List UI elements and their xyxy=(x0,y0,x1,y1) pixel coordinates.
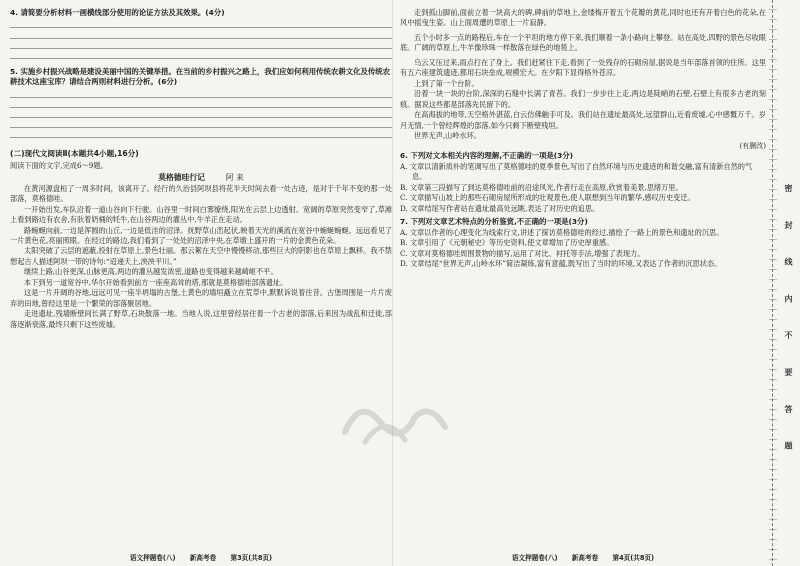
binding-strip xyxy=(772,0,800,566)
paragraph: 走到孤山脚前,面前立着一块高大的碑,碑前的草地上,金缕梅开着五个花瓣的黄花,同时也还有开着白色的花朵,在风中摇曳生姿。山上面周遭的草原上一片寂静。 xyxy=(400,8,766,28)
footer-page-number: 第4页(共8页) xyxy=(612,554,655,562)
paragraph: 本下到另一道宽谷中,华尔开始看到前方一座座高耸的塔,那就是莫格德哇部落遗址。 xyxy=(24,277,288,287)
option-a: A. 文章以作者的心理变化为线索行文,讲述了探访莫格德哇的经过,描绘了一路上的景色和遗址的沉思。 xyxy=(400,227,724,237)
paragraph: 沿着一块一块的台阶,深深的石缝中长满了青苔。我们一步步往上走,两边是陡峭的石壁,石壁上有很多古老的刻痕。据说这些都是部落先民留下的。 xyxy=(400,89,766,109)
footer-edition: 新高考卷 xyxy=(571,554,599,562)
question-6: 6. 下列对文本相关内容的理解,不正确的一项是(3分) xyxy=(400,151,574,161)
essay-title-text: 莫格德哇行记 xyxy=(158,172,205,182)
question-7: 7. 下列对文章艺术特点的分析鉴赏,不正确的一项是(3分) xyxy=(400,217,588,227)
footer-left-page xyxy=(6,552,396,562)
essay-title xyxy=(10,172,392,184)
footer-title: 语文押题卷(八) xyxy=(511,554,558,562)
option-d: D. 文章结尾“世界无声,山岭水环”简洁凝练,富有意蕴,既写出了当时的环境,又表达了作者的沉思状态。 xyxy=(400,259,722,269)
footer-edition: 新高考卷 xyxy=(189,554,217,562)
binding-strip-text: 密 封 线 内 不 要 答 题 xyxy=(784,184,793,463)
paragraph: 乌云又压过来,雨点打在了身上。我们赶紧往下走,看到了一处残存的石砌房屋,据说是当年部落首领的住所。这里有五六座建筑遗迹,都用石块垒成,规模宏大。在夕阳下显得格外苍凉。 xyxy=(400,57,766,78)
left-page xyxy=(6,0,396,566)
question-4: 4. 请简要分析材料一画横线部分使用的论证方法及其效果。(4分) xyxy=(10,8,225,17)
footer-right-page xyxy=(396,552,770,562)
paragraph: 太阳突破了云层的遮蔽,投射在草原上,景色壮丽。那云絮在天空中慢慢移动,那些巨大的阴影也在草原上飘移。我不禁想起古人描述阿坝一带的诗句:“迢递天上,泱泱平川。” xyxy=(10,246,392,266)
source-note: (有删改) xyxy=(739,142,766,151)
footer-title: 语文押题卷(八) xyxy=(129,554,176,562)
paragraph: 这是一片开阔的谷地,远远可见一座半坍塌的古堡,土黄色的墙垣矗立在荒草中,默默诉说着往昔。古堡周围是一片片废弃的田地,曾经这里是一个繁荣的部落聚居地。 xyxy=(10,288,392,308)
section-heading: (二)现代文阅读Ⅱ(本题共4小题,16分) xyxy=(10,149,139,159)
question-7-options xyxy=(400,228,766,270)
option-b: B. 文章第三段描写了到达莫格德哇前的沿途风光,作者行走在高原,欣赏着美景,思绪万里。 xyxy=(400,182,683,192)
binding-dotted-line xyxy=(769,0,777,566)
paragraph: 在高海拔的地带,天空格外湛蓝,白云仿佛触手可及。我们站在遗址最高处,远望群山,近看废墟,心中感慨万千。岁月无情,一个曾经辉煌的部落,如今只剩下断壁残垣。 xyxy=(400,110,766,130)
paragraph: 路蜿蜒向前,一边是浑圆的山丘,一边是低洼的沼泽。抚野草山峦起伏,映着天光的溪流在宽谷中蜿蜒蜿蜒。远远看见了一片黄色花,亮丽照眼。在经过的路边,我们看到了一处处的沼泽中央,在草墩上盛开的一片的金黄色花朵。 xyxy=(10,225,392,246)
question-6-options xyxy=(400,162,766,214)
paragraph: 在黄河源盘桓了一周多时间，该离开了。经行的久治县阿坝县将花半天时间去看一处古迹，是对于千年不变的那一处部落，莫格德哇。 xyxy=(10,183,392,204)
answer-lines-q4 xyxy=(10,27,392,59)
paragraph: 五个小时多一点的路程后,车在一个平坦的地方停下来,我们顺着一条小路向上攀登。站在高处,四野的景色尽收眼底。广阔的草原上,牛羊像珍珠一样散落在绿色的地毯上。 xyxy=(400,32,766,53)
paragraph: 继续上路,山谷更深,山脉更高,两边的灌丛越发浓密,道路也变得越来越崎岖不平。 xyxy=(24,267,278,277)
option-d: D. 文章结尾写作者站在遗址最高处远眺,表达了对历史的追思。 xyxy=(400,203,600,213)
option-c: C. 文章对莫格德哇周围景物的描写,运用了对比、衬托等手法,增强了表现力。 xyxy=(400,248,645,258)
footer-page-number: 第3页(共8页) xyxy=(230,554,273,562)
answer-lines-q5 xyxy=(10,97,392,139)
paragraph: 上到了第一个台阶。 xyxy=(414,78,479,88)
paragraph: 世界无声,山岭水环。 xyxy=(414,130,481,140)
question-5: 5. 实施乡村振兴战略是建设美丽中国的关键举措。在当前的乡村振兴之路上，我们应如何利用传统农耕文化及传统农耕技术这座宝库？请结合两则材料进行分析。(6分) xyxy=(10,66,391,87)
paragraph: 一开始出发,车队沿着一道山谷向下行驶。山谷里一时间白雾缭绕,阳光在云层上边透射。宽阔的草原突然变窄了,草滩上看到路边有农舍,有驮着奶桶的牦牛,在山谷两边的灌丛中,牛羊正在走动。 xyxy=(10,204,392,225)
essay-body-left xyxy=(10,184,392,330)
paragraph: 走进遗址,残墙断壁间长满了野草,石块散落一地。当地人说,这里曾经居住着一个古老的部落,后来因为战乱和迁徙,部落逐渐衰落,最终只剩下这些废墟。 xyxy=(10,309,392,329)
option-b: B. 文章引用了《元朝秘史》等历史资料,使文章增加了历史厚重感。 xyxy=(400,238,614,248)
option-a: A. 文章以清新质朴的笔调写出了莫格德哇的夏季景色,写出了自然环境与历史遗迹的和谐交融,富有清新自然的气息。 xyxy=(400,162,753,182)
right-page xyxy=(396,0,770,566)
essay-author: 阿 来 xyxy=(225,172,244,182)
essay-body-right xyxy=(400,8,766,141)
option-c: C. 文章描写山坡上的那些石砌房屋所形成的壮观景色,使人联想到当年的繁华,感叹历史变迁。 xyxy=(400,193,695,203)
reading-instruction: 阅读下面的文字,完成6～9题。 xyxy=(10,161,108,171)
